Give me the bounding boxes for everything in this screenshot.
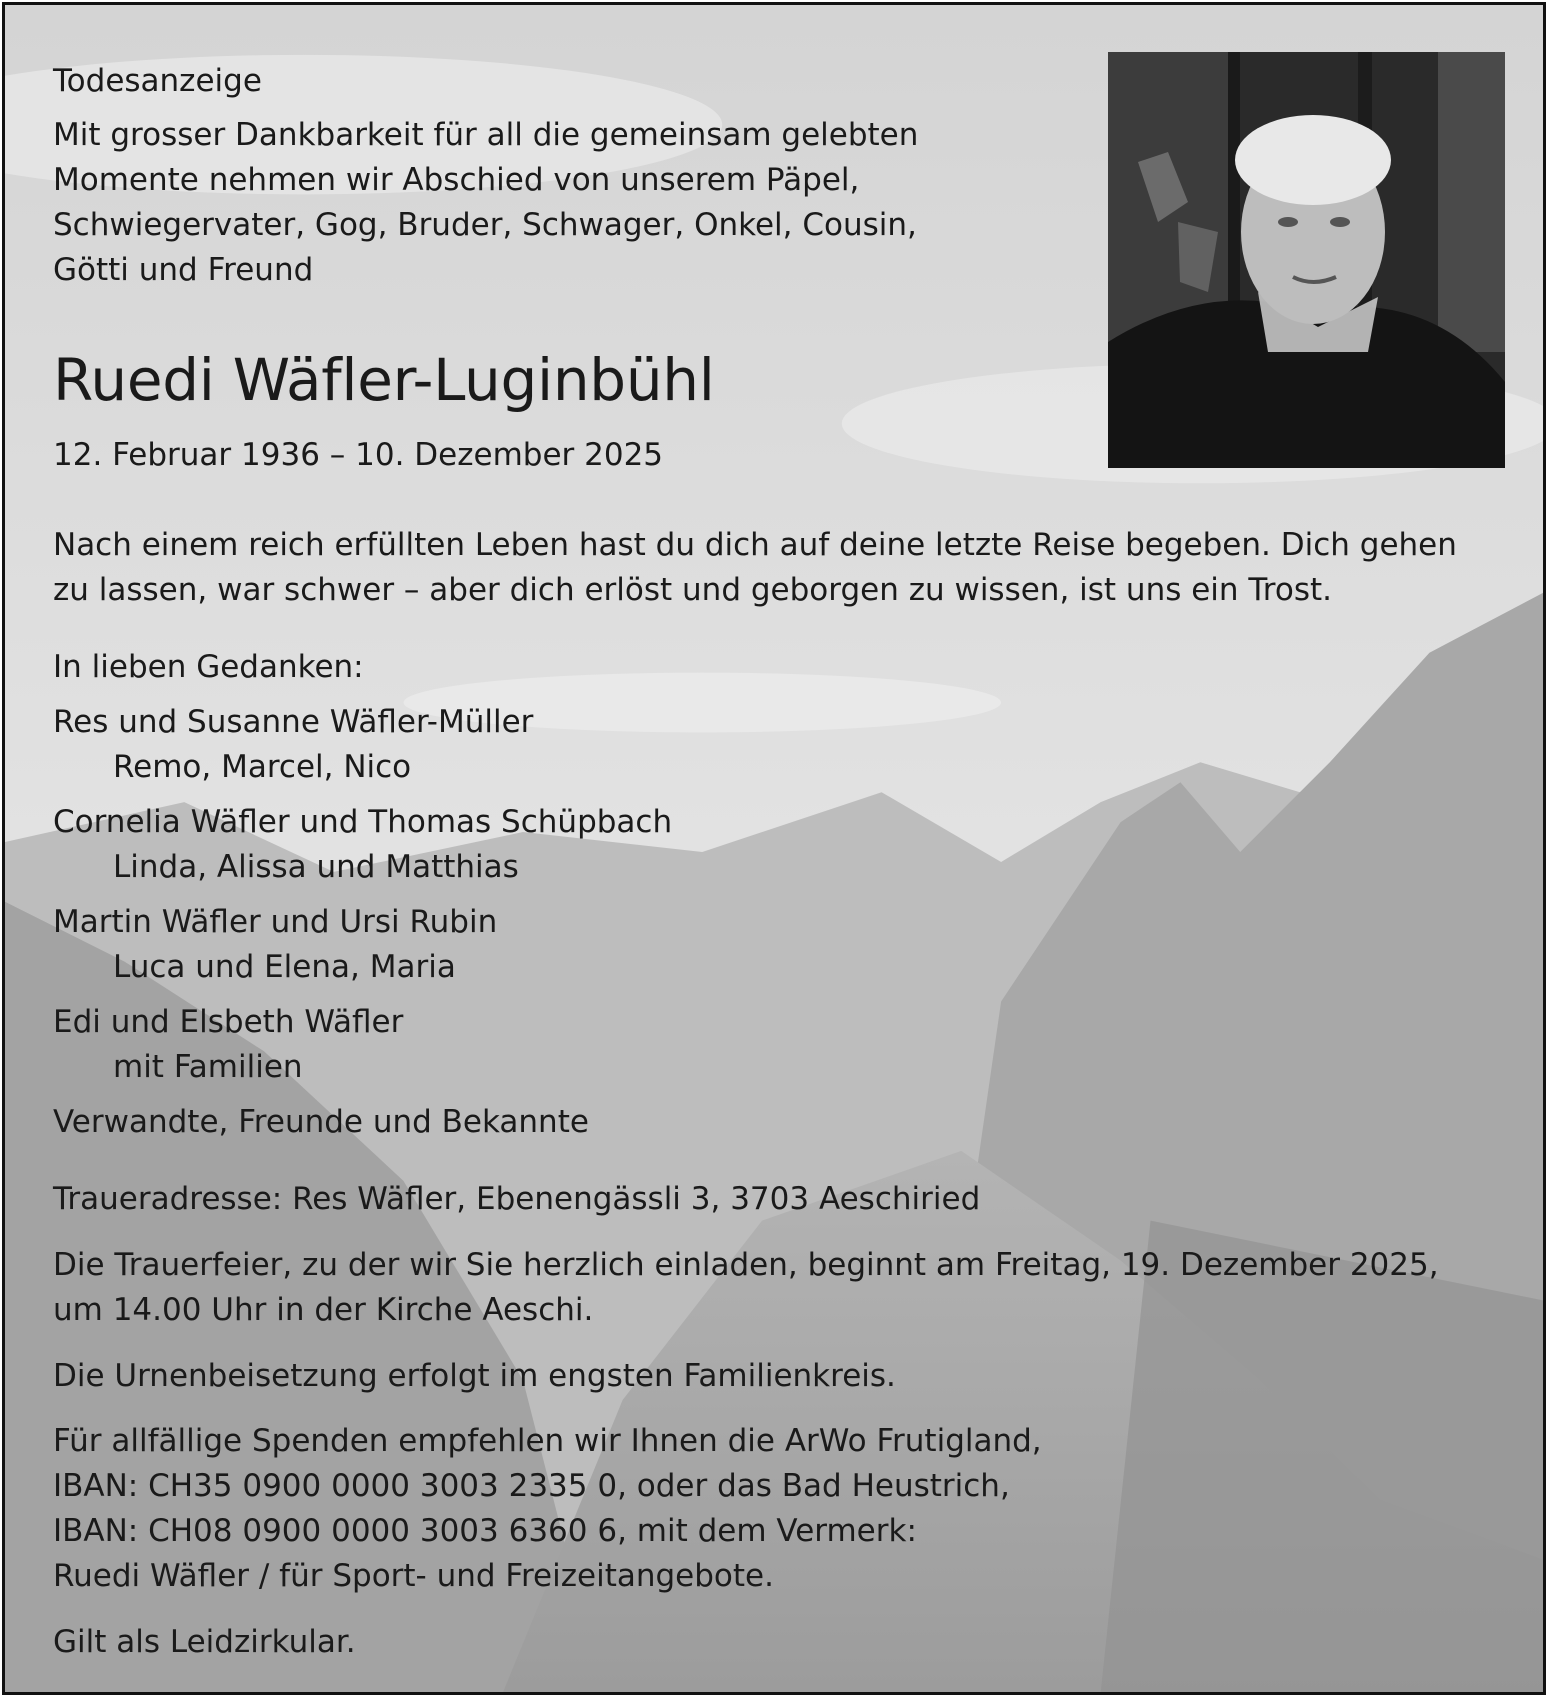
obituary-notice	[2, 2, 1546, 1695]
donations-line-2: IBAN: CH35 0900 0000 3003 2335 0, oder das Bad Heustrich,	[53, 1468, 1010, 1504]
intro-line-2: Momente nehmen wir Abschied von unserem Päpel,	[53, 162, 860, 198]
message-line-1: Nach einem reich erfüllten Leben hast du dich auf deine letzte Reise begeben. Dich gehen	[53, 527, 1457, 563]
portrait-image	[1108, 52, 1505, 468]
mourner-family-1: Res und Susanne Wäfler-Müller	[53, 704, 534, 740]
ceremony-line-1: Die Trauerfeier, zu der wir Sie herzlich einladen, beginnt am Freitag, 19. Dezember 2025,	[53, 1247, 1439, 1283]
life-dates: 12. Februar 1936 – 10. Dezember 2025	[53, 437, 664, 473]
other-mourners: Verwandte, Freunde und Bekannte	[53, 1104, 589, 1140]
notice-kind: Todesanzeige	[53, 63, 262, 99]
donations-line-3: IBAN: CH08 0900 0000 3003 6360 6, mit dem Vermerk:	[53, 1513, 917, 1549]
portrait-photo	[1108, 52, 1505, 468]
mourner-family-2: Cornelia Wäfler und Thomas Schüpbach	[53, 804, 673, 840]
mourner-children-4: mit Familien	[113, 1049, 303, 1085]
mourner-family-3: Martin Wäfler und Ursi Rubin	[53, 904, 498, 940]
intro-line-3: Schwiegervater, Gog, Bruder, Schwager, Onkel, Cousin,	[53, 207, 917, 243]
mourning-address: Traueradresse: Res Wäfler, Ebenengässli 3, 3703 Aeschiried	[53, 1181, 981, 1217]
donations-line-4: Ruedi Wäfler / für Sport- und Freizeitangebote.	[53, 1558, 774, 1594]
mourner-children-3: Luca und Elena, Maria	[113, 949, 456, 985]
donations-line-1: Für allfällige Spenden empfehlen wir Ihnen die ArWo Frutigland,	[53, 1423, 1042, 1459]
intro-line-1: Mit grosser Dankbarkeit für all die gemeinsam gelebten	[53, 117, 919, 153]
deceased-name: Ruedi Wäfler-Luginbühl	[53, 346, 715, 414]
mourner-children-1: Remo, Marcel, Nico	[113, 749, 412, 785]
urn-burial: Die Urnenbeisetzung erfolgt im engsten Familienkreis.	[53, 1358, 896, 1394]
mourners-heading: In lieben Gedanken:	[53, 649, 364, 685]
ceremony-line-2: um 14.00 Uhr in der Kirche Aeschi.	[53, 1292, 594, 1328]
mourner-family-4: Edi und Elsbeth Wäfler	[53, 1004, 404, 1040]
mourner-children-2: Linda, Alissa und Matthias	[113, 849, 519, 885]
message-line-2: zu lassen, war schwer – aber dich erlöst und geborgen zu wissen, ist uns ein Trost.	[53, 572, 1332, 608]
intro-line-4: Götti und Freund	[53, 252, 314, 288]
circular-note: Gilt als Leidzirkular.	[53, 1624, 356, 1660]
